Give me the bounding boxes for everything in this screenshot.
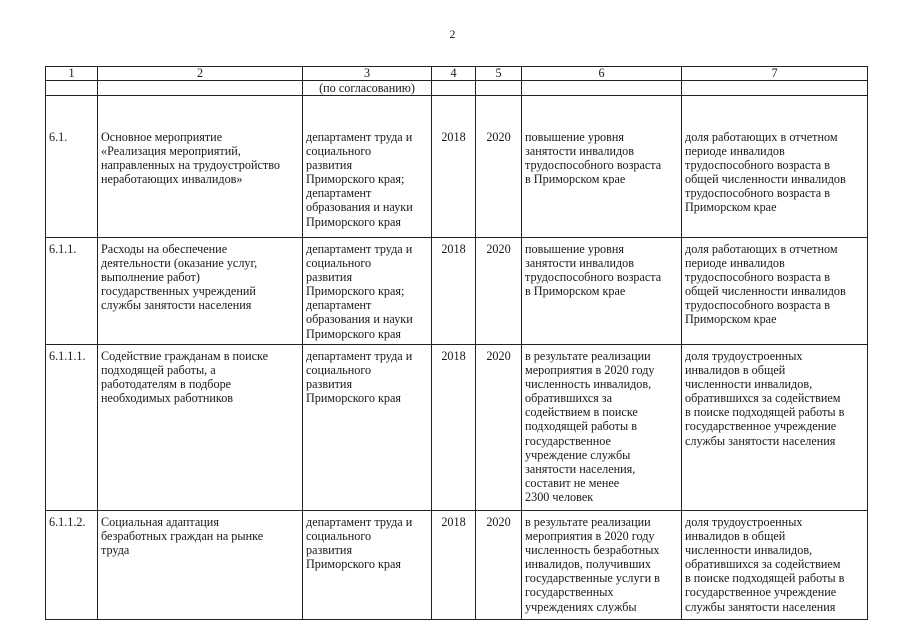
column-header: 4 — [432, 67, 476, 81]
indicator: доля трудоустроенных инвалидов в общей численности инвалидов, обратившихся за содействием в поиске подходящей работы в государственное учреждение службы занятости населения — [682, 345, 868, 511]
indicator: доля трудоустроенных инвалидов в общей численности инвалидов, обратившихся за содействием в поиске подходящей работы в государственное учреждение службы занятости населения — [682, 511, 868, 620]
start-year: 2018 — [432, 238, 476, 345]
row-number: 6.1.1.1. — [46, 345, 98, 511]
column-header: 2 — [98, 67, 303, 81]
table-row — [46, 238, 868, 345]
column-header: 3 — [303, 67, 432, 81]
executor: департамент труда и социального развития Приморского края; департамент образования и науки Приморского края — [303, 96, 432, 238]
column-number-row — [46, 67, 868, 81]
expected-result: в результате реализации мероприятия в 2020 году численность безработных инвалидов, получивших государственные услуги в государственных учреждениях службы — [522, 511, 682, 620]
page-number: 2 — [449, 27, 456, 41]
table-row — [46, 345, 868, 511]
indicator: доля работающих в отчетном периоде инвалидов трудоспособного возраста в общей численности инвалидов трудоспособного возраста в Приморском крае — [682, 238, 868, 345]
row-number: 6.1.1.2. — [46, 511, 98, 620]
row-number: 6.1. — [46, 96, 98, 238]
row-number: 6.1.1. — [46, 238, 98, 345]
column-header: 5 — [476, 67, 522, 81]
expected-result: повышение уровня занятости инвалидов трудоспособного возраста в Приморском крае — [522, 238, 682, 345]
column-header: 1 — [46, 67, 98, 81]
executor: департамент труда и социального развития Приморского края; департамент образования и науки Приморского края — [303, 238, 432, 345]
event-name: Расходы на обеспечение деятельности (оказание услуг, выполнение работ) государственных учреждений службы занятости населения — [98, 238, 303, 345]
executor: департамент труда и социального развития Приморского края — [303, 345, 432, 511]
continuation-row — [46, 81, 868, 96]
table-row — [46, 511, 868, 620]
indicator: доля работающих в отчетном периоде инвалидов трудоспособного возраста в общей численности инвалидов трудоспособного возраста в Приморском крае — [682, 96, 868, 238]
end-year: 2020 — [476, 511, 522, 620]
end-year: 2020 — [476, 96, 522, 238]
column-header: 7 — [682, 67, 868, 81]
end-year: 2020 — [476, 345, 522, 511]
continuation-note: (по согласованию) — [303, 81, 432, 96]
program-events-table — [45, 66, 868, 620]
expected-result: в результате реализации мероприятия в 2020 году численность инвалидов, обратившихся за содействием в поиске подходящей работы в государственное учреждение службы занятости населения, составит не менее 2300 человек — [522, 345, 682, 511]
start-year: 2018 — [432, 345, 476, 511]
end-year: 2020 — [476, 238, 522, 345]
table-row — [46, 96, 868, 238]
executor: департамент труда и социального развития Приморского края — [303, 511, 432, 620]
event-name: Содействие гражданам в поиске подходящей работы, а работодателям в подборе необходимых работников — [98, 345, 303, 511]
column-header: 6 — [522, 67, 682, 81]
start-year: 2018 — [432, 511, 476, 620]
event-name: Социальная адаптация безработных граждан на рынке труда — [98, 511, 303, 620]
event-name: Основное мероприятие «Реализация мероприятий, направленных на трудоустройство неработающих инвалидов» — [98, 96, 303, 238]
start-year: 2018 — [432, 96, 476, 238]
expected-result: повышение уровня занятости инвалидов трудоспособного возраста в Приморском крае — [522, 96, 682, 238]
